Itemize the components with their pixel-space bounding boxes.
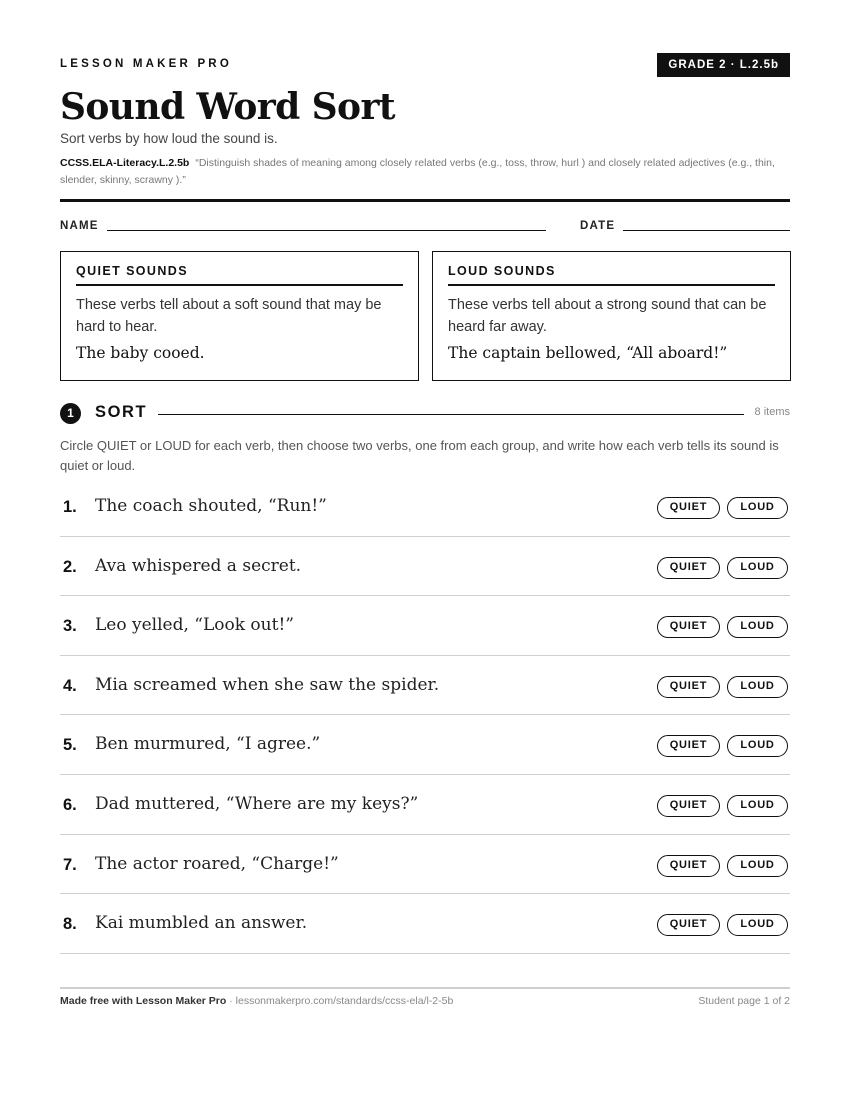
loud-choice-button[interactable]: LOUD — [727, 914, 788, 936]
list-item — [60, 596, 790, 656]
list-item — [60, 835, 790, 895]
quiet-sounds-box — [60, 251, 419, 381]
name-label: NAME — [60, 220, 99, 232]
item-sentence: Ava whispered a secret. — [95, 555, 302, 576]
quiet-choice-button[interactable]: QUIET — [657, 914, 720, 936]
item-number: 4. — [63, 676, 77, 695]
item-number: 2. — [63, 557, 77, 576]
loud-choice-button[interactable]: LOUD — [727, 557, 788, 579]
list-item — [60, 537, 790, 597]
loud-sounds-example: The captain bellowed, “All aboard!” — [448, 344, 728, 362]
quiet-choice-button[interactable]: QUIET — [657, 735, 720, 757]
date-label: DATE — [580, 220, 616, 232]
grade-badge: GRADE 2 · L.2.5b — [657, 53, 790, 77]
student-info-row — [60, 220, 790, 236]
section-header — [60, 402, 790, 424]
date-field[interactable] — [623, 230, 790, 231]
brand-name: LESSON MAKER PRO — [60, 58, 232, 70]
header-divider — [60, 199, 790, 202]
item-number: 6. — [63, 795, 77, 814]
section-instructions: Circle QUIET or LOUD for each verb, then choose two verbs, one from each group, and write how each verb tells its sound is quiet or loud. — [60, 438, 779, 473]
quiet-choice-button[interactable]: QUIET — [657, 795, 720, 817]
item-sentence: The actor roared, “Charge!” — [95, 853, 339, 874]
worksheet-page — [60, 0, 790, 1100]
quiet-sounds-example: The baby cooed. — [76, 344, 205, 362]
standard-text: “Distinguish shades of meaning among closely related verbs (e.g., toss, throw, hurl ) and closely related adjectives (e.g., thin, slender, skinny, scrawny ).” — [60, 157, 775, 186]
quiet-choice-button[interactable]: QUIET — [657, 557, 720, 579]
loud-choice-button[interactable]: LOUD — [727, 735, 788, 757]
page-indicator: Student page 1 of 2 — [698, 995, 790, 1007]
loud-choice-button[interactable]: LOUD — [727, 795, 788, 817]
quiet-sounds-title: QUIET SOUNDS — [76, 264, 403, 286]
quiet-choice-button[interactable]: QUIET — [657, 855, 720, 877]
item-sentence: Kai mumbled an answer. — [95, 913, 308, 934]
section-divider — [158, 414, 744, 415]
quiet-choice-button[interactable]: QUIET — [657, 616, 720, 638]
item-sentence: Ben murmured, “I agree.” — [95, 734, 321, 755]
list-item — [60, 477, 790, 537]
footer-credit — [60, 995, 453, 1007]
quiet-choice-button[interactable]: QUIET — [657, 497, 720, 519]
item-number: 7. — [63, 855, 77, 874]
list-item — [60, 894, 790, 954]
footer-divider — [60, 987, 790, 989]
loud-choice-button[interactable]: LOUD — [727, 676, 788, 698]
quiet-choice-button[interactable]: QUIET — [657, 676, 720, 698]
item-count: 8 items — [754, 406, 790, 418]
name-field[interactable] — [107, 230, 546, 231]
quiet-sounds-description: These verbs tell about a soft sound that may be hard to hear. — [76, 297, 382, 335]
standard-description — [60, 155, 790, 189]
loud-choice-button[interactable]: LOUD — [727, 855, 788, 877]
item-number: 8. — [63, 915, 77, 934]
item-number: 5. — [63, 736, 77, 755]
item-sentence: Mia screamed when she saw the spider. — [95, 674, 440, 695]
loud-sounds-title: LOUD SOUNDS — [448, 264, 775, 286]
loud-sounds-box — [432, 251, 791, 381]
section-title: SORT — [95, 403, 148, 421]
footer-url[interactable]: · lessonmakerpro.com/standards/ccss-ela/l-2-5b — [226, 995, 454, 1007]
footer-made-with: Made free with Lesson Maker Pro — [60, 995, 227, 1007]
item-number: 3. — [63, 617, 77, 636]
loud-choice-button[interactable]: LOUD — [727, 616, 788, 638]
list-item — [60, 775, 790, 835]
section-number-badge: 1 — [60, 403, 81, 424]
loud-choice-button[interactable]: LOUD — [727, 497, 788, 519]
item-number: 1. — [63, 498, 77, 516]
item-list — [60, 477, 790, 954]
list-item — [60, 715, 790, 775]
item-sentence: Leo yelled, “Look out!” — [95, 615, 294, 636]
item-sentence: Dad muttered, “Where are my keys?” — [95, 793, 419, 814]
page-subtitle: Sort verbs by how loud the sound is. — [60, 131, 278, 146]
list-item — [60, 656, 790, 716]
standard-code: CCSS.ELA-Literacy.L.2.5b — [60, 157, 190, 169]
item-sentence: The coach shouted, “Run!” — [95, 496, 327, 516]
page-title: Sound Word Sort — [60, 86, 395, 128]
loud-sounds-description: These verbs tell about a strong sound that can be heard far away. — [448, 297, 767, 335]
